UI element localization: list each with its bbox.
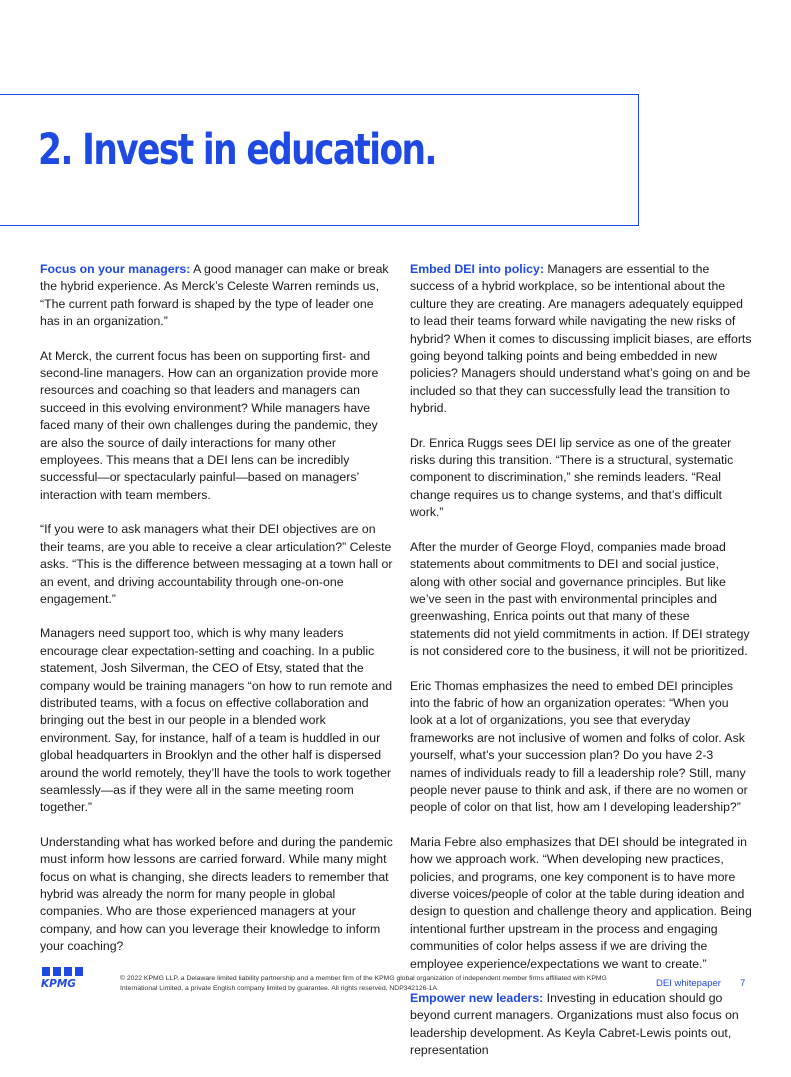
paragraph — [410, 435, 752, 522]
paragraph-text: Eric Thomas emphasizes the need to embed DEI principles into the fabric of how an organization operates: “When you look at a lot of organizations, you see that everyday frameworks are not inclusive of women and folks of color. Ask yourself, what’s your succession plan? Do you have 2-3 names of individuals ready to fill a leadership role? Still, many people never pause to think and ask, if there are no women or people of color on that list, how am I developing leadership?” — [410, 678, 748, 815]
page-title: 2. Invest in education. — [38, 125, 436, 175]
title-banner — [0, 94, 639, 226]
paragraph-text: Managers need support too, which is why many leaders encourage clear expectation-setting and coaching. In a public statement, Josh Silverman, the CEO of Etsy, stated that the company would be training managers “on how to run remote and distributed teams, with a focus on effective collaboration and bringing out the best in our people in a blended work environment. Say, for instance, half of a team is huddled in our global headquarters in Brooklyn and the other half is dispersed around the world remotely, they’ll have the tools to work together seamlessly—as if they were all in the same meeting room together.” — [40, 626, 393, 815]
left-column — [40, 261, 394, 973]
paragraph-text: Maria Febre also emphasizes that DEI should be integrated in how we approach work. “When developing new practices, policies, and programs, one key component is to have more diverse voices/people of color at the table during ideation and design to question and challenge theory and application. Being intentional further upstream in the process and engaging communities of color helps assess if we are driving the employee experience/expectations we want to create.” — [410, 834, 752, 971]
paragraph-text: Managers are essential to the success of a hybrid workplace, so be intentional about the culture they are creating. Are managers adequately equipped to lead their teams forward while navigating the new risks of hybrid? When it comes to discussing implicit biases, are efforts going beyond talking points and being embedded in new policies? Managers should understand what’s going on and be included so that they can successfully lead the transition to hybrid. — [410, 262, 752, 416]
kpmg-logo — [40, 966, 88, 988]
page-number: 7 — [740, 978, 746, 989]
paragraph-text: “If you were to ask managers what their DEI objectives are on their teams, are you able to receive a clear articulation?” Celeste asks. “This is the difference between messaging at a town hall or an event, and driving accountability through one-on-one engagement.” — [40, 522, 393, 606]
paragraph — [40, 521, 394, 608]
paragraph — [40, 348, 394, 505]
paragraph — [410, 834, 752, 973]
paragraph-lead: Empower new leaders: — [410, 991, 544, 1006]
footer-doc-label: DEI whitepaper — [656, 978, 721, 989]
paragraph-text: After the murder of George Floyd, companies made broad statements about commitments to DEI and social justice, along with other social and governance principles. But like we’ve seen in the past with environmental principles and greenwashing, Enrica points out that many of these statements did not yield commitments in action. If DEI strategy is not considered core to the business, it will not be prioritized. — [410, 539, 750, 659]
paragraph — [40, 625, 394, 816]
paragraph-text: Understanding what has worked before and during the pandemic must inform how lessons are carried forward. While many might focus on what is changing, she directs leaders to remember that hybrid was already the norm for many people in global companies. Who are those experienced managers at your company, and how can you leverage their knowledge to inform your coaching? — [40, 834, 393, 954]
paragraph-text: At Merck, the current focus has been on supporting first- and second-line managers. How can an organization provide more resources and coaching so that leaders and managers can succeed in this evolving environment? While managers have faced many of their own challenges during the pandemic, they are also the source of daily interactions for many other employees. This means that a DEI lens can be incredibly successful—or spectacularly painful—based on managers’ interaction with team members. — [40, 348, 379, 502]
paragraph — [40, 261, 394, 331]
paragraph — [410, 990, 752, 1060]
paragraph — [410, 261, 752, 418]
paragraph-text: Dr. Enrica Ruggs sees DEI lip service as one of the greater risks during this transition. “There is a structural, systematic component to discrimination,” she reminds leaders. “Real change requires us to change systems, and that’s difficult work.” — [410, 435, 734, 520]
right-column — [410, 261, 752, 1077]
kpmg-logo-text: KPMG — [41, 978, 76, 988]
paragraph — [410, 539, 752, 661]
paragraph-text: A good manager can make or break the hybrid experience. As Merck’s Celeste Warren reminds us, “The current path forward is shaped by the type of leader one has in an organization.” — [40, 262, 389, 329]
footer-legal: © 2022 KPMG LLP, a Delaware limited liability partnership and a member firm of the KPMG global organization of independent member firms affiliated with KPMG International Limited, a private English company limited by guarantee. All rights reserved. NDP342126-1A — [120, 975, 607, 992]
paragraph-lead: Focus on your managers: — [40, 262, 191, 276]
paragraph-lead: Embed DEI into policy: — [410, 262, 544, 276]
paragraph — [410, 678, 752, 817]
paragraph-text: Investing in education should go beyond current managers. Organizations must also focus on leadership development. As Keyla Cabret-Lewis points out, representation — [410, 991, 739, 1058]
paragraph — [40, 834, 394, 956]
